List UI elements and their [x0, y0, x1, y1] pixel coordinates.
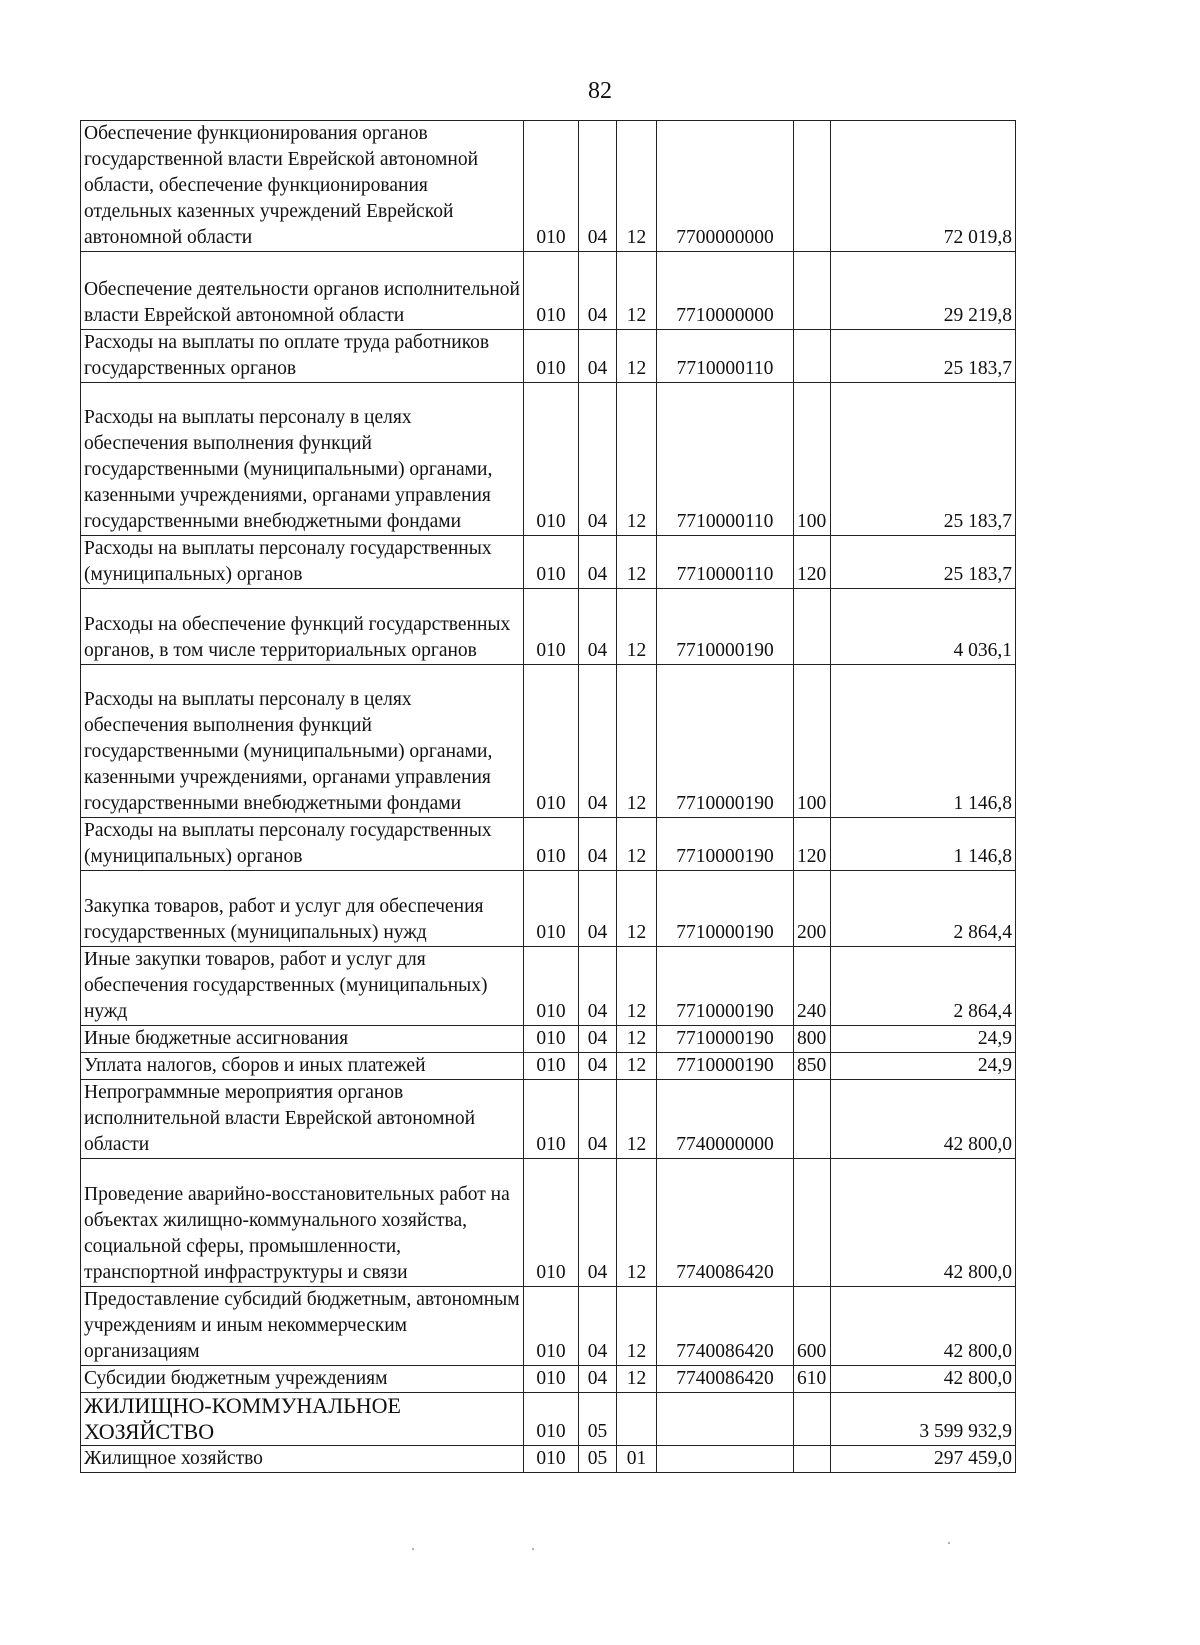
row-pr: 12 — [617, 1159, 657, 1287]
row-vr: 100 — [794, 383, 831, 536]
row-sum: 4 036,1 — [831, 589, 1016, 665]
row-pr: 12 — [617, 536, 657, 589]
budget-table — [80, 120, 1016, 1473]
row-rz: 04 — [579, 252, 617, 330]
row-name: Предоставление субсидий бюджетным, автономным учреждениям и иным некоммерческим организациям — [81, 1287, 524, 1366]
row-name: Субсидии бюджетным учреждениям — [81, 1366, 524, 1393]
row-name: Закупка товаров, работ и услуг для обеспечения государственных (муниципальных) нужд — [81, 871, 524, 947]
row-csr: 7700000000 — [657, 121, 794, 252]
row-name: Расходы на выплаты персоналу государственных (муниципальных) органов — [81, 536, 524, 589]
row-gr: 010 — [524, 1446, 579, 1473]
row-pr: 12 — [617, 589, 657, 665]
row-name: Обеспечение функционирования органов государственной власти Еврейской автономной области, обеспечение функционирования отдельных казенных учреждений Еврейской автономной области — [81, 121, 524, 252]
row-rz: 04 — [579, 1159, 617, 1287]
row-vr: 610 — [794, 1366, 831, 1393]
row-rz: 04 — [579, 665, 617, 818]
row-rz: 04 — [579, 947, 617, 1026]
row-rz: 04 — [579, 589, 617, 665]
row-csr: 7710000110 — [657, 536, 794, 589]
row-vr: 200 — [794, 871, 831, 947]
row-pr: 12 — [617, 871, 657, 947]
table-row — [81, 871, 1016, 947]
row-pr: 01 — [617, 1446, 657, 1473]
row-sum: 24,9 — [831, 1026, 1016, 1053]
row-pr: 12 — [617, 383, 657, 536]
row-name: Расходы на выплаты по оплате труда работников государственных органов — [81, 330, 524, 383]
row-csr — [657, 1393, 794, 1446]
table-row — [81, 1053, 1016, 1080]
row-gr: 010 — [524, 947, 579, 1026]
table-row — [81, 383, 1016, 536]
row-pr: 12 — [617, 121, 657, 252]
row-csr: 7710000110 — [657, 383, 794, 536]
table-row — [81, 1366, 1016, 1393]
row-gr: 010 — [524, 536, 579, 589]
row-name: Иные бюджетные ассигнования — [81, 1026, 524, 1053]
scan-dots — [0, 1548, 1200, 1558]
row-csr: 7740086420 — [657, 1366, 794, 1393]
row-gr: 010 — [524, 1026, 579, 1053]
row-rz: 05 — [579, 1393, 617, 1446]
row-pr: 12 — [617, 818, 657, 871]
row-sum: 42 800,0 — [831, 1159, 1016, 1287]
row-rz: 04 — [579, 1287, 617, 1366]
row-csr: 7740086420 — [657, 1159, 794, 1287]
row-sum: 1 146,8 — [831, 665, 1016, 818]
row-vr — [794, 252, 831, 330]
row-gr: 010 — [524, 871, 579, 947]
page-number: 82 — [588, 78, 612, 104]
row-csr: 7740086420 — [657, 1287, 794, 1366]
row-pr: 12 — [617, 1366, 657, 1393]
row-csr: 7710000190 — [657, 1026, 794, 1053]
row-gr: 010 — [524, 383, 579, 536]
row-name: Расходы на выплаты персоналу в целях обеспечения выполнения функций государственными (муниципальными) органами, казенными учреждениями, органами управления государственными внебюджетными фондами — [81, 665, 524, 818]
table-row — [81, 252, 1016, 330]
table-row — [81, 536, 1016, 589]
row-vr — [794, 1080, 831, 1159]
row-rz: 05 — [579, 1446, 617, 1473]
row-vr: 800 — [794, 1026, 831, 1053]
row-rz: 04 — [579, 818, 617, 871]
row-csr: 7710000190 — [657, 1053, 794, 1080]
row-name: Расходы на выплаты персоналу государственных (муниципальных) органов — [81, 818, 524, 871]
row-name: Жилищное хозяйство — [81, 1446, 524, 1473]
row-vr — [794, 1393, 831, 1446]
row-rz: 04 — [579, 1026, 617, 1053]
row-name: Иные закупки товаров, работ и услуг для обеспечения государственных (муниципальных) нужд — [81, 947, 524, 1026]
row-sum: 2 864,4 — [831, 871, 1016, 947]
row-vr: 240 — [794, 947, 831, 1026]
row-sum: 42 800,0 — [831, 1287, 1016, 1366]
row-pr: 12 — [617, 1053, 657, 1080]
row-pr: 12 — [617, 1287, 657, 1366]
row-vr: 850 — [794, 1053, 831, 1080]
row-sum: 297 459,0 — [831, 1446, 1016, 1473]
row-sum: 2 864,4 — [831, 947, 1016, 1026]
row-gr: 010 — [524, 589, 579, 665]
row-gr: 010 — [524, 1366, 579, 1393]
row-sum: 25 183,7 — [831, 330, 1016, 383]
table-row — [81, 330, 1016, 383]
row-csr: 7710000000 — [657, 252, 794, 330]
row-rz: 04 — [579, 330, 617, 383]
row-vr — [794, 1159, 831, 1287]
row-csr: 7710000190 — [657, 818, 794, 871]
row-sum: 25 183,7 — [831, 536, 1016, 589]
row-gr: 010 — [524, 252, 579, 330]
row-pr: 12 — [617, 252, 657, 330]
row-vr: 100 — [794, 665, 831, 818]
row-pr — [617, 1393, 657, 1446]
row-gr: 010 — [524, 1053, 579, 1080]
row-pr: 12 — [617, 1026, 657, 1053]
row-csr: 7740000000 — [657, 1080, 794, 1159]
row-name: ЖИЛИЩНО-КОММУНАЛЬНОЕ ХОЗЯЙСТВО — [81, 1393, 524, 1446]
table-row — [81, 1159, 1016, 1287]
table-row — [81, 1393, 1016, 1446]
table-row — [81, 1446, 1016, 1473]
table-row — [81, 1287, 1016, 1366]
table-row — [81, 1080, 1016, 1159]
row-sum: 24,9 — [831, 1053, 1016, 1080]
row-sum: 25 183,7 — [831, 383, 1016, 536]
row-csr: 7710000190 — [657, 947, 794, 1026]
row-rz: 04 — [579, 1080, 617, 1159]
table-row — [81, 1026, 1016, 1053]
row-gr: 010 — [524, 1159, 579, 1287]
row-sum: 29 219,8 — [831, 252, 1016, 330]
row-gr: 010 — [524, 665, 579, 818]
row-rz: 04 — [579, 1053, 617, 1080]
row-rz: 04 — [579, 383, 617, 536]
row-gr: 010 — [524, 818, 579, 871]
row-rz: 04 — [579, 871, 617, 947]
row-gr: 010 — [524, 1287, 579, 1366]
table-row — [81, 818, 1016, 871]
row-rz: 04 — [579, 536, 617, 589]
row-vr — [794, 330, 831, 383]
row-name: Расходы на выплаты персоналу в целях обеспечения выполнения функций государственными (муниципальными) органами, казенными учреждениями, органами управления государственными внебюджетными фондами — [81, 383, 524, 536]
row-sum: 72 019,8 — [831, 121, 1016, 252]
row-rz: 04 — [579, 1366, 617, 1393]
row-vr — [794, 1446, 831, 1473]
row-name: Проведение аварийно-восстановительных работ на объектах жилищно-коммунального хозяйства, социальной сферы, промышленности, транспортной инфраструктуры и связи — [81, 1159, 524, 1287]
row-rz: 04 — [579, 121, 617, 252]
row-csr: 7710000110 — [657, 330, 794, 383]
table-row — [81, 589, 1016, 665]
row-name: Уплата налогов, сборов и иных платежей — [81, 1053, 524, 1080]
row-csr: 7710000190 — [657, 665, 794, 818]
row-gr: 010 — [524, 1393, 579, 1446]
row-name: Обеспечение деятельности органов исполнительной власти Еврейской автономной области — [81, 252, 524, 330]
table-row — [81, 121, 1016, 252]
row-gr: 010 — [524, 330, 579, 383]
row-vr — [794, 121, 831, 252]
row-gr: 010 — [524, 121, 579, 252]
row-gr: 010 — [524, 1080, 579, 1159]
table-row — [81, 947, 1016, 1026]
row-sum: 42 800,0 — [831, 1366, 1016, 1393]
row-sum: 1 146,8 — [831, 818, 1016, 871]
row-pr: 12 — [617, 330, 657, 383]
row-vr — [794, 589, 831, 665]
row-pr: 12 — [617, 1080, 657, 1159]
row-vr: 120 — [794, 536, 831, 589]
row-pr: 12 — [617, 665, 657, 818]
row-sum: 42 800,0 — [831, 1080, 1016, 1159]
table-row — [81, 665, 1016, 818]
row-pr: 12 — [617, 947, 657, 1026]
row-sum: 3 599 932,9 — [831, 1393, 1016, 1446]
row-name: Непрограммные мероприятия органов исполнительной власти Еврейской автономной области — [81, 1080, 524, 1159]
row-csr: 7710000190 — [657, 871, 794, 947]
row-name: Расходы на обеспечение функций государственных органов, в том числе территориальных органов — [81, 589, 524, 665]
row-csr — [657, 1446, 794, 1473]
row-vr: 600 — [794, 1287, 831, 1366]
row-vr: 120 — [794, 818, 831, 871]
row-csr: 7710000190 — [657, 589, 794, 665]
